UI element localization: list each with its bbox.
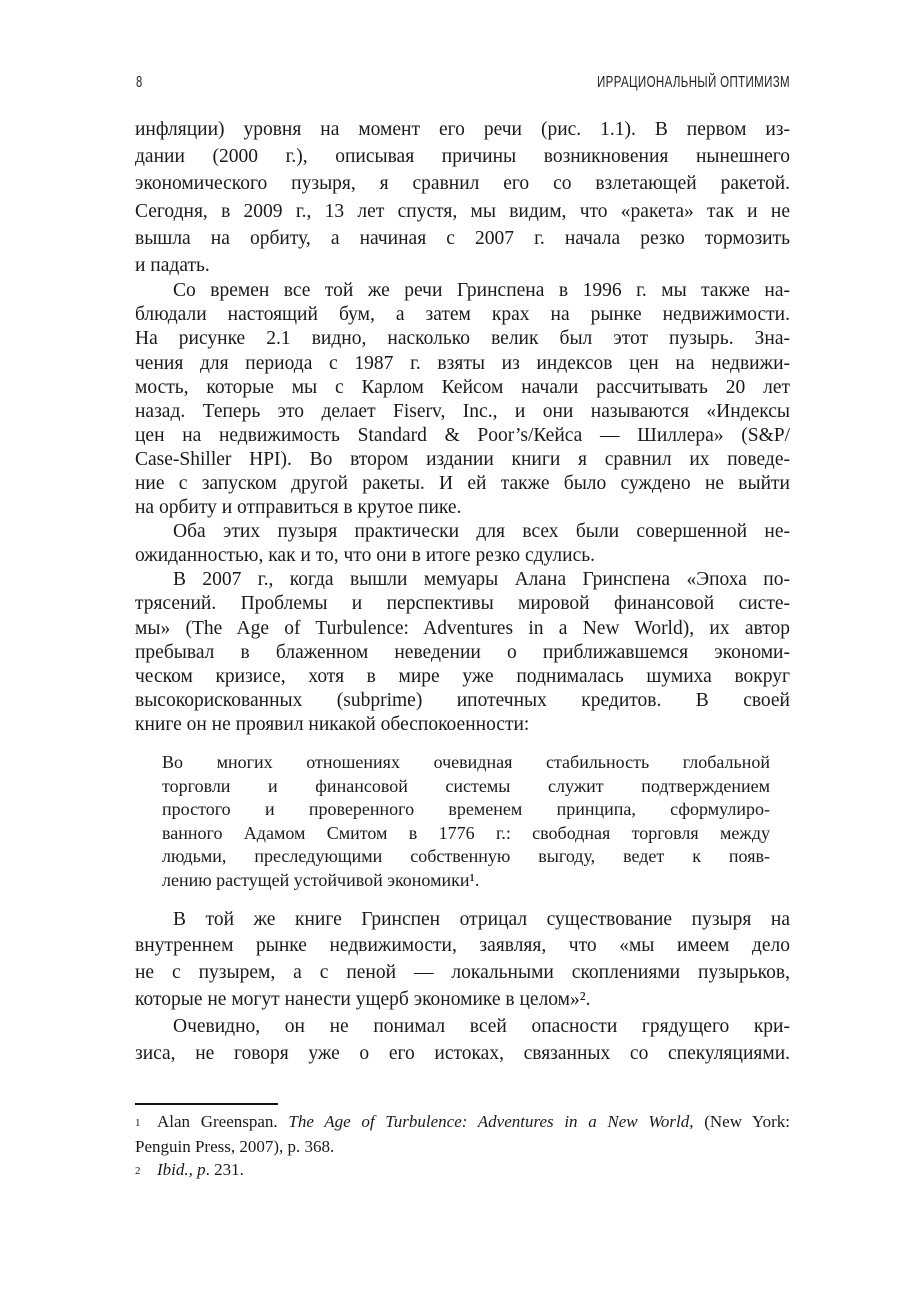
- paragraph: [135, 116, 790, 279]
- footnote-page: . 231.: [205, 1160, 244, 1179]
- text-line: зиса, не говоря уже о его истоках, связанных со спекуляциями.: [135, 1042, 790, 1064]
- footnote-line: Penguin Press, 2007), p. 368.: [135, 1137, 335, 1156]
- text-line: ожиданностью, как и то, что они в итоге резко сдулись.: [135, 545, 596, 567]
- block-quote: [162, 751, 770, 893]
- text-line: чения для периода с 1987 г. взяты из индексов цен на недвижи-: [135, 352, 790, 374]
- text-line: простого и проверенного временем принципа, сформулиро-: [162, 799, 770, 820]
- text-line: Во многих отношениях очевидная стабильность глобальной: [162, 752, 770, 772]
- footnote-number: 2: [135, 1165, 141, 1177]
- text-line: трясений. Проблемы и перспективы мировой финансовой систе-: [135, 593, 790, 615]
- footnote-book-title: The Age of Turbulence: Adventures in a New World: [288, 1112, 690, 1131]
- text-line: цен на недвижимость Standard & Poor’s/Кейса — Шиллера» (S&P/: [135, 424, 790, 446]
- text-line: инфляции) уровня на момент его речи (рис. 1.1). В первом из-: [135, 119, 790, 140]
- text-line: блюдали настоящий бум, а затем крах на рынке недвижимости.: [135, 304, 790, 326]
- footnote-ibid: Ibid., p: [157, 1160, 206, 1179]
- text-line: ческом кризисе, хотя в мире уже поднималась шумиха вокруг: [135, 665, 790, 687]
- text-column: [135, 116, 790, 1067]
- text-line: Со времен все той же речи Гринспена в 1996 г. мы также на-: [173, 280, 790, 302]
- page-number: 8: [136, 74, 143, 91]
- footnote-publisher: , (New York:: [689, 1112, 790, 1131]
- text-line: ние с запуском другой ракеты. И ей также было суждено не выйти: [135, 472, 790, 494]
- text-line: на орбиту и отправиться в крутое пике.: [135, 497, 462, 519]
- text-line: дании (2000 г.), описывая причины возникновения нынешнего: [135, 146, 790, 168]
- text-line: мость, которые мы с Карлом Кейсом начали рассчитывать 20 лет: [135, 376, 790, 398]
- text-line: торговли и финансовой системы служит подтверждением: [162, 775, 770, 796]
- text-line: и падать.: [135, 255, 210, 277]
- footnote-1: [135, 1110, 790, 1159]
- text-line: книге он не проявил никакой обеспокоенности:: [135, 713, 530, 735]
- text-line: Очевидно, он не понимал всей опасности грядущего кри-: [173, 1015, 790, 1037]
- text-line: ванного Адамом Смитом в 1776 г.: свободная торговля между: [162, 822, 770, 843]
- text-line: пребывал в блаженном неведении о приближавшемся экономи-: [135, 641, 790, 663]
- text-line: На рисунке 2.1 видно, насколько велик был этот пузырь. Зна-: [135, 328, 790, 350]
- text-line: людьми, преследующими собственную выгоду, ведет к появ-: [162, 846, 770, 867]
- paragraph: [135, 1014, 790, 1068]
- paragraph: [135, 568, 790, 737]
- text-line: назад. Теперь это делает Fiserv, Inc., и они называются «Индексы: [135, 400, 790, 422]
- text-line: В той же книге Гринспен отрицал существование пузыря на: [173, 908, 790, 930]
- text-line: не с пузырем, а с пеной — локальными скоплениями пузырьков,: [135, 962, 790, 984]
- paragraph: [135, 279, 790, 520]
- text-line: Сегодня, в 2009 г., 13 лет спустя, мы видим, что «ракета» так и не: [135, 200, 790, 222]
- footnote-separator: [135, 1103, 278, 1105]
- footnote-author: Alan Greenspan.: [157, 1112, 278, 1131]
- text-line: Case-Shiller HPI). Во втором издании книги я сравнил их поведе-: [135, 448, 790, 470]
- text-line: экономического пузыря, я сравнил его со взлетающей ракетой.: [135, 173, 790, 195]
- text-line: вышла на орбиту, а начиная с 2007 г. начала резко тормозить: [135, 227, 790, 249]
- text-line: мы» (The Age of Turbulence: Adventures in a New World), их автор: [135, 617, 790, 639]
- running-title: ИРРАЦИОНАЛЬНЫЙ ОПТИМИЗМ: [597, 74, 790, 91]
- text-line: внутреннем рынке недвижимости, заявляя, что «мы имеем дело: [135, 935, 790, 957]
- paragraph: [135, 520, 790, 568]
- text-line: В 2007 г., когда вышли мемуары Алана Гринспена «Эпоха по-: [173, 569, 790, 591]
- text-line: Оба этих пузыря практически для всех были совершенной не-: [173, 521, 790, 543]
- footnote-2: [135, 1158, 790, 1183]
- footnote-number: 1: [135, 1117, 141, 1129]
- paragraph: [135, 907, 790, 1014]
- text-line: которые не могут нанести ущерб экономике в целом»².: [135, 988, 591, 1010]
- text-line: лению растущей устойчивой экономики¹.: [162, 869, 480, 890]
- text-line: высокорискованных (subprime) ипотечных кредитов. В своей: [135, 689, 790, 711]
